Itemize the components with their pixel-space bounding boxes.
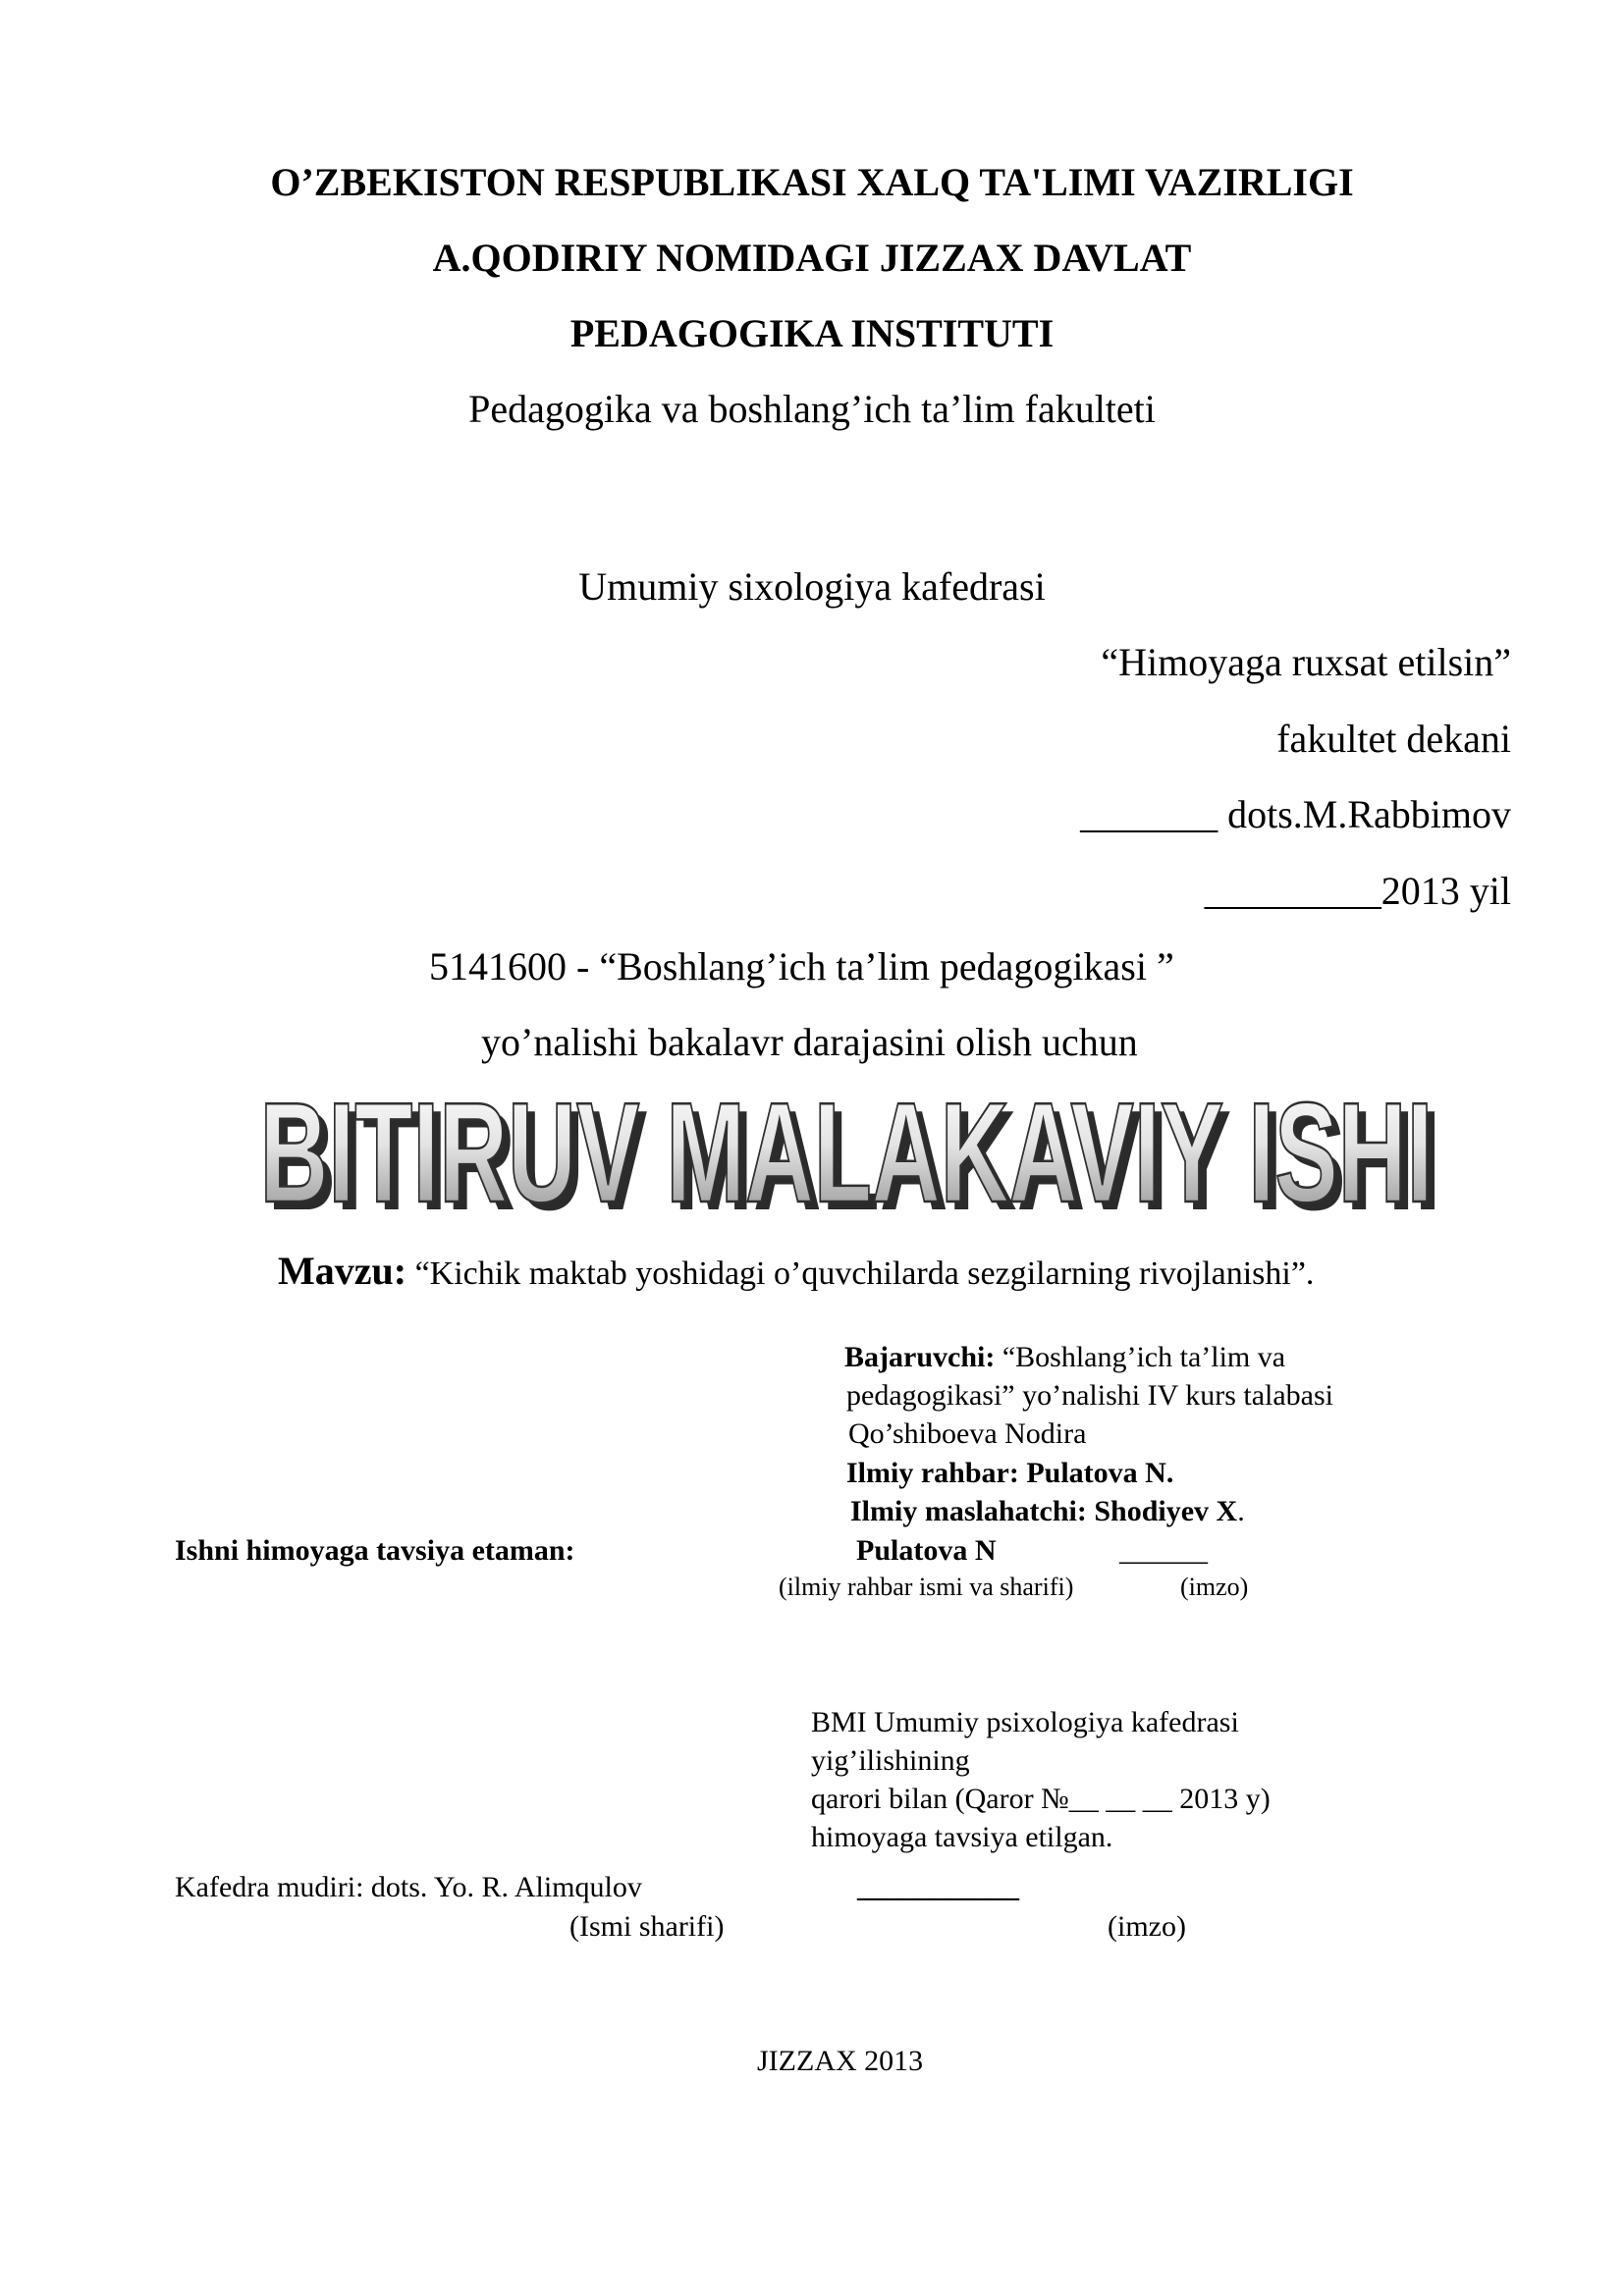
approval-role: fakultet dekani [1276, 717, 1511, 761]
footer-place-year: JIZZAX 2013 [757, 2045, 924, 2077]
ministry-title: O’ZBEKISTON RESPUBLIKASI XALQ TA'LIMI VAZIRLIGI [270, 160, 1354, 204]
decision-line4: himoyaga tavsiya etilgan. [811, 1821, 1113, 1853]
consultant-line [850, 1497, 1245, 1526]
recommendation-signature-blank: ______ [1119, 1534, 1208, 1567]
consultant-text: Ilmiy maslahatchi: Shodiyev X [850, 1495, 1238, 1527]
head-line: Kafedra mudiri: dots. Yo. R. Alimqulov [175, 1871, 642, 1903]
performer-line2: pedagogikasi” yo’nalishi IV kurs talabasi [846, 1379, 1333, 1412]
decision-line1: BMI Umumiy psixologiya kafedrasi [811, 1706, 1239, 1738]
degree-line2: yo’nalishi bakalavr darajasini olish uchun [481, 1020, 1138, 1064]
performer-line1 [844, 1343, 1285, 1372]
wordart-shadow: BITIRUV MALAKAVIY ISHI [267, 1081, 1441, 1219]
consultant-dot: . [1237, 1495, 1245, 1527]
recommendation-caption-name: (ilmiy rahbar ismi va sharifi) [779, 1573, 1074, 1601]
performer-label: Bajaruvchi: [844, 1341, 996, 1373]
degree-line1: 5141600 - “Boshlang’ich ta’lim pedagogikasi ” [429, 944, 1174, 988]
recommendation-caption-sign: (imzo) [1180, 1573, 1249, 1601]
head-caption-sign: (imzo) [1108, 1910, 1186, 1943]
recommendation-name: Pulatova N [856, 1534, 997, 1567]
topic-line [278, 1249, 1315, 1293]
topic-label: Mavzu: [278, 1249, 407, 1293]
supervisor-line: Ilmiy rahbar: Pulatova N. [846, 1457, 1174, 1489]
approval-title: “Himoyaga ruxsat etilsin” [1101, 640, 1511, 684]
performer-text1: “Boshlang’ich ta’lim va [995, 1341, 1286, 1373]
approval-date-line: _________2013 yil [1204, 869, 1511, 913]
approval-signature-line: _______ dots.M.Rabbimov [1080, 792, 1511, 836]
decision-line3: qarori bilan (Qaror №__ __ __ 2013 y) [811, 1783, 1271, 1815]
decision-line2: yig’ilishining [811, 1744, 970, 1777]
topic-text: “Kichik maktab yoshidagi o’quvchilarda sezgilarning rivojlanishi”. [406, 1255, 1315, 1292]
faculty-name: Pedagogika va boshlang’ich ta’lim fakulteti [468, 387, 1156, 431]
wordart-text: BITIRUV MALAKAVIY ISHI [259, 1073, 1434, 1219]
recommendation-label: Ishni himoyaga tavsiya etaman: [175, 1534, 575, 1567]
head-caption-name: (Ismi sharifi) [569, 1910, 725, 1943]
institute-title-line2: PEDAGOGIKA INSTITUTI [569, 311, 1055, 355]
department-name: Umumiy sixologiya kafedrasi [578, 564, 1046, 609]
wordart-title [253, 1072, 1446, 1219]
institute-title-line1: A.QODIRIY NOMIDAGI JIZZAX DAVLAT [432, 236, 1192, 280]
performer-name: Qo’shiboeva Nodira [848, 1417, 1087, 1450]
head-signature-blank: ___________ [857, 1871, 1019, 1903]
